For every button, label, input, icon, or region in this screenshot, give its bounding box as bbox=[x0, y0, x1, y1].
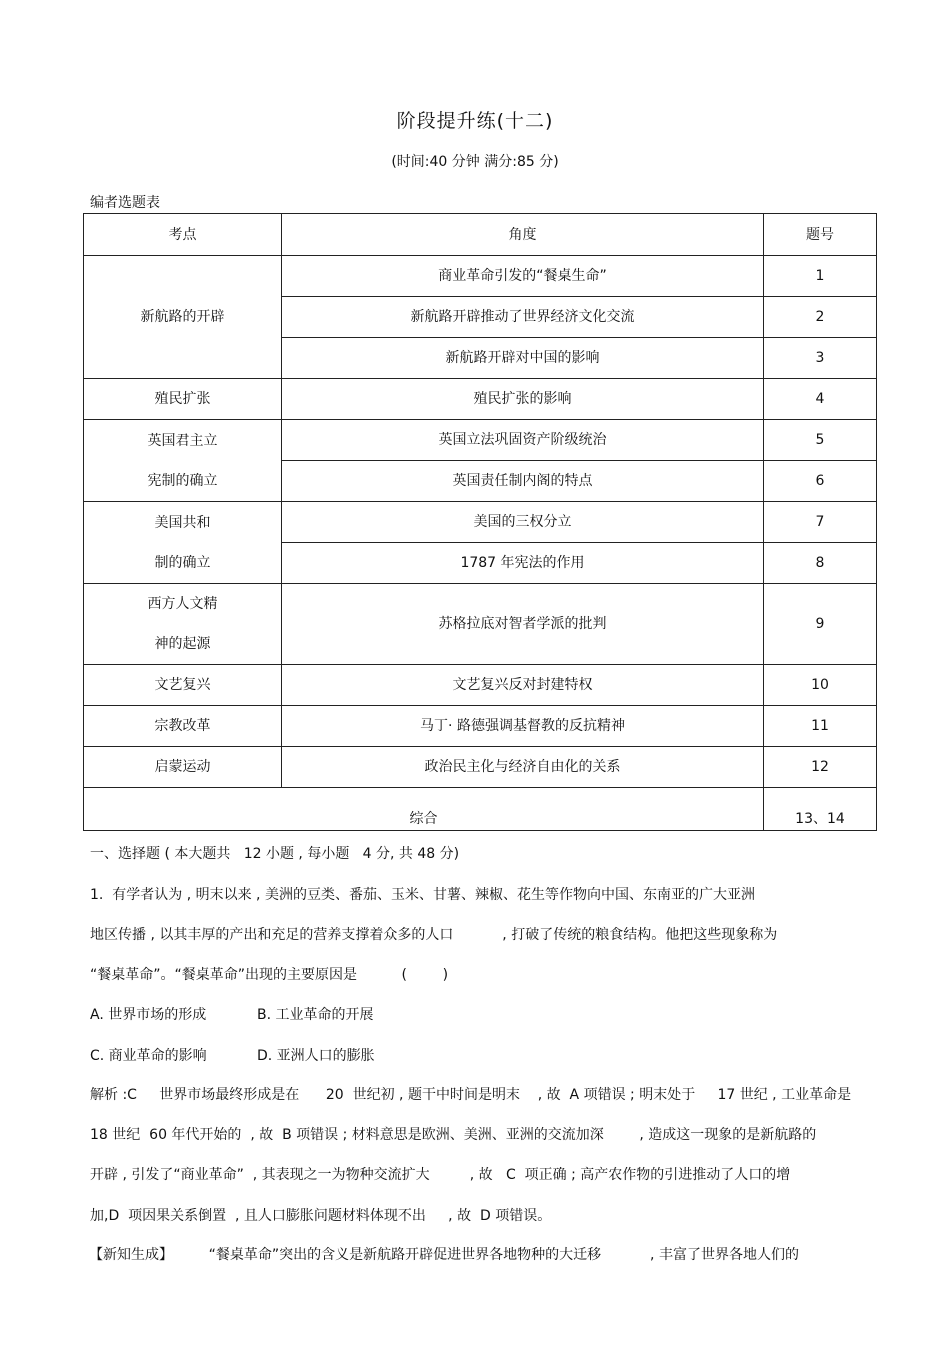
table-row bbox=[84, 747, 877, 788]
summary-label: 综合 bbox=[84, 788, 764, 831]
topic-cell: 文艺复兴 bbox=[84, 665, 282, 706]
angle-cell: 商业革命引发的“餐桌生命” bbox=[282, 256, 764, 297]
topic-cell bbox=[84, 420, 282, 502]
angle-cell: 1787 年宪法的作用 bbox=[282, 543, 764, 584]
number-cell: 7 bbox=[764, 502, 877, 543]
topic-line: 神的起源 bbox=[154, 636, 211, 652]
topic-cell: 启蒙运动 bbox=[84, 747, 282, 788]
table-row bbox=[84, 420, 877, 461]
topic-line: 西方人文精 bbox=[147, 596, 218, 612]
topic-line: 制的确立 bbox=[154, 554, 211, 571]
analysis-line: 加,D 项因果关系倒置 , 且人口膨胀问题材料体现不出 , 故 D 项错误。 bbox=[90, 1208, 552, 1224]
topic-cell bbox=[84, 502, 282, 584]
number-cell: 9 bbox=[764, 584, 877, 665]
angle-cell: 政治民主化与经济自由化的关系 bbox=[282, 747, 764, 788]
number-cell: 5 bbox=[764, 420, 877, 461]
number-cell: 10 bbox=[764, 665, 877, 706]
question-selection-table bbox=[83, 213, 877, 831]
option-c: C. 商业革命的影响 bbox=[90, 1048, 207, 1064]
table-row bbox=[84, 706, 877, 747]
question-line: “餐桌革命”。“餐桌革命”出现的主要原因是 ( ) bbox=[90, 967, 449, 983]
option-a: A. 世界市场的形成 bbox=[90, 1007, 207, 1023]
new-knowledge bbox=[89, 1244, 799, 1264]
topic-cell: 新航路的开辟 bbox=[84, 256, 282, 379]
topic-cell: 宗教改革 bbox=[84, 706, 282, 747]
time-score-info: (时间:40 分钟 满分:85 分) bbox=[391, 154, 559, 170]
table-label: 编者选题表 bbox=[90, 195, 160, 211]
angle-cell: 殖民扩张的影响 bbox=[282, 379, 764, 420]
new-knowledge-label: 【新知生成】 bbox=[89, 1247, 173, 1263]
page-title: 阶段提升练(十二) bbox=[396, 110, 554, 132]
topic-line: 美国共和 bbox=[154, 514, 211, 531]
number-cell: 1 bbox=[764, 256, 877, 297]
table-row bbox=[84, 584, 877, 665]
question-line: 1. 有学者认为 , 明末以来 , 美洲的豆类、番茄、玉米、甘薯、辣椒、花生等作物向中国、东南亚的广大亚洲 bbox=[90, 887, 755, 903]
number-cell: 6 bbox=[764, 461, 877, 502]
table-row bbox=[84, 379, 877, 420]
angle-cell: 苏格拉底对智者学派的批判 bbox=[282, 584, 764, 665]
number-cell: 2 bbox=[764, 297, 877, 338]
analysis-line: 开辟 , 引发了“商业革命” , 其表现之一为物种交流扩大 , 故 C 项正确 ; 高产农作物的引进推动了人口的增 bbox=[90, 1167, 791, 1183]
table-row bbox=[84, 256, 877, 297]
topic-line: 宪制的确立 bbox=[147, 472, 218, 489]
topic-cell: 殖民扩张 bbox=[84, 379, 282, 420]
header-topic: 考点 bbox=[84, 214, 282, 256]
number-cell: 12 bbox=[764, 747, 877, 788]
number-cell: 3 bbox=[764, 338, 877, 379]
number-cell: 11 bbox=[764, 706, 877, 747]
analysis-line: 18 世纪 60 年代开始的 , 故 B 项错误 ; 材料意思是欧洲、美洲、亚洲的交流加深 , 造成这一现象的是新航路的 bbox=[90, 1127, 817, 1143]
angle-cell: 新航路开辟推动了世界经济文化交流 bbox=[282, 297, 764, 338]
section-heading: 一、选择题 ( 本大题共 12 小题 , 每小题 4 分, 共 48 分) bbox=[90, 846, 460, 862]
topic-cell bbox=[84, 584, 282, 665]
angle-cell: 新航路开辟对中国的影响 bbox=[282, 338, 764, 379]
new-knowledge-text: “餐桌革命”突出的含义是新航路开辟促进世界各地物种的大迁移 , 丰富了世界各地人们的 bbox=[173, 1247, 799, 1263]
summary-row bbox=[84, 788, 877, 831]
table-row bbox=[84, 665, 877, 706]
option-b: B. 工业革命的开展 bbox=[257, 1007, 374, 1023]
table-row bbox=[84, 502, 877, 543]
angle-cell: 文艺复兴反对封建特权 bbox=[282, 665, 764, 706]
question-line: 地区传播 , 以其丰厚的产出和充足的营养支撑着众多的人口 , 打破了传统的粮食结构。他把这些现象称为 bbox=[90, 927, 778, 943]
angle-cell: 英国立法巩固资产阶级统治 bbox=[282, 420, 764, 461]
table-header-row bbox=[84, 214, 877, 256]
number-cell: 4 bbox=[764, 379, 877, 420]
angle-cell: 英国责任制内阁的特点 bbox=[282, 461, 764, 502]
topic-line: 英国君主立 bbox=[147, 432, 218, 449]
summary-number: 13、14 bbox=[764, 788, 877, 831]
number-cell: 8 bbox=[764, 543, 877, 584]
option-d: D. 亚洲人口的膨胀 bbox=[257, 1048, 375, 1064]
header-number: 题号 bbox=[764, 214, 877, 256]
angle-cell: 美国的三权分立 bbox=[282, 502, 764, 543]
analysis-line: 解析 :C 世界市场最终形成是在 20 世纪初 , 题干中时间是明末 , 故 A 项错误 ; 明末处于 17 世纪 , 工业革命是 bbox=[90, 1087, 852, 1103]
header-angle: 角度 bbox=[282, 214, 764, 256]
angle-cell: 马丁· 路德强调基督教的反抗精神 bbox=[282, 706, 764, 747]
